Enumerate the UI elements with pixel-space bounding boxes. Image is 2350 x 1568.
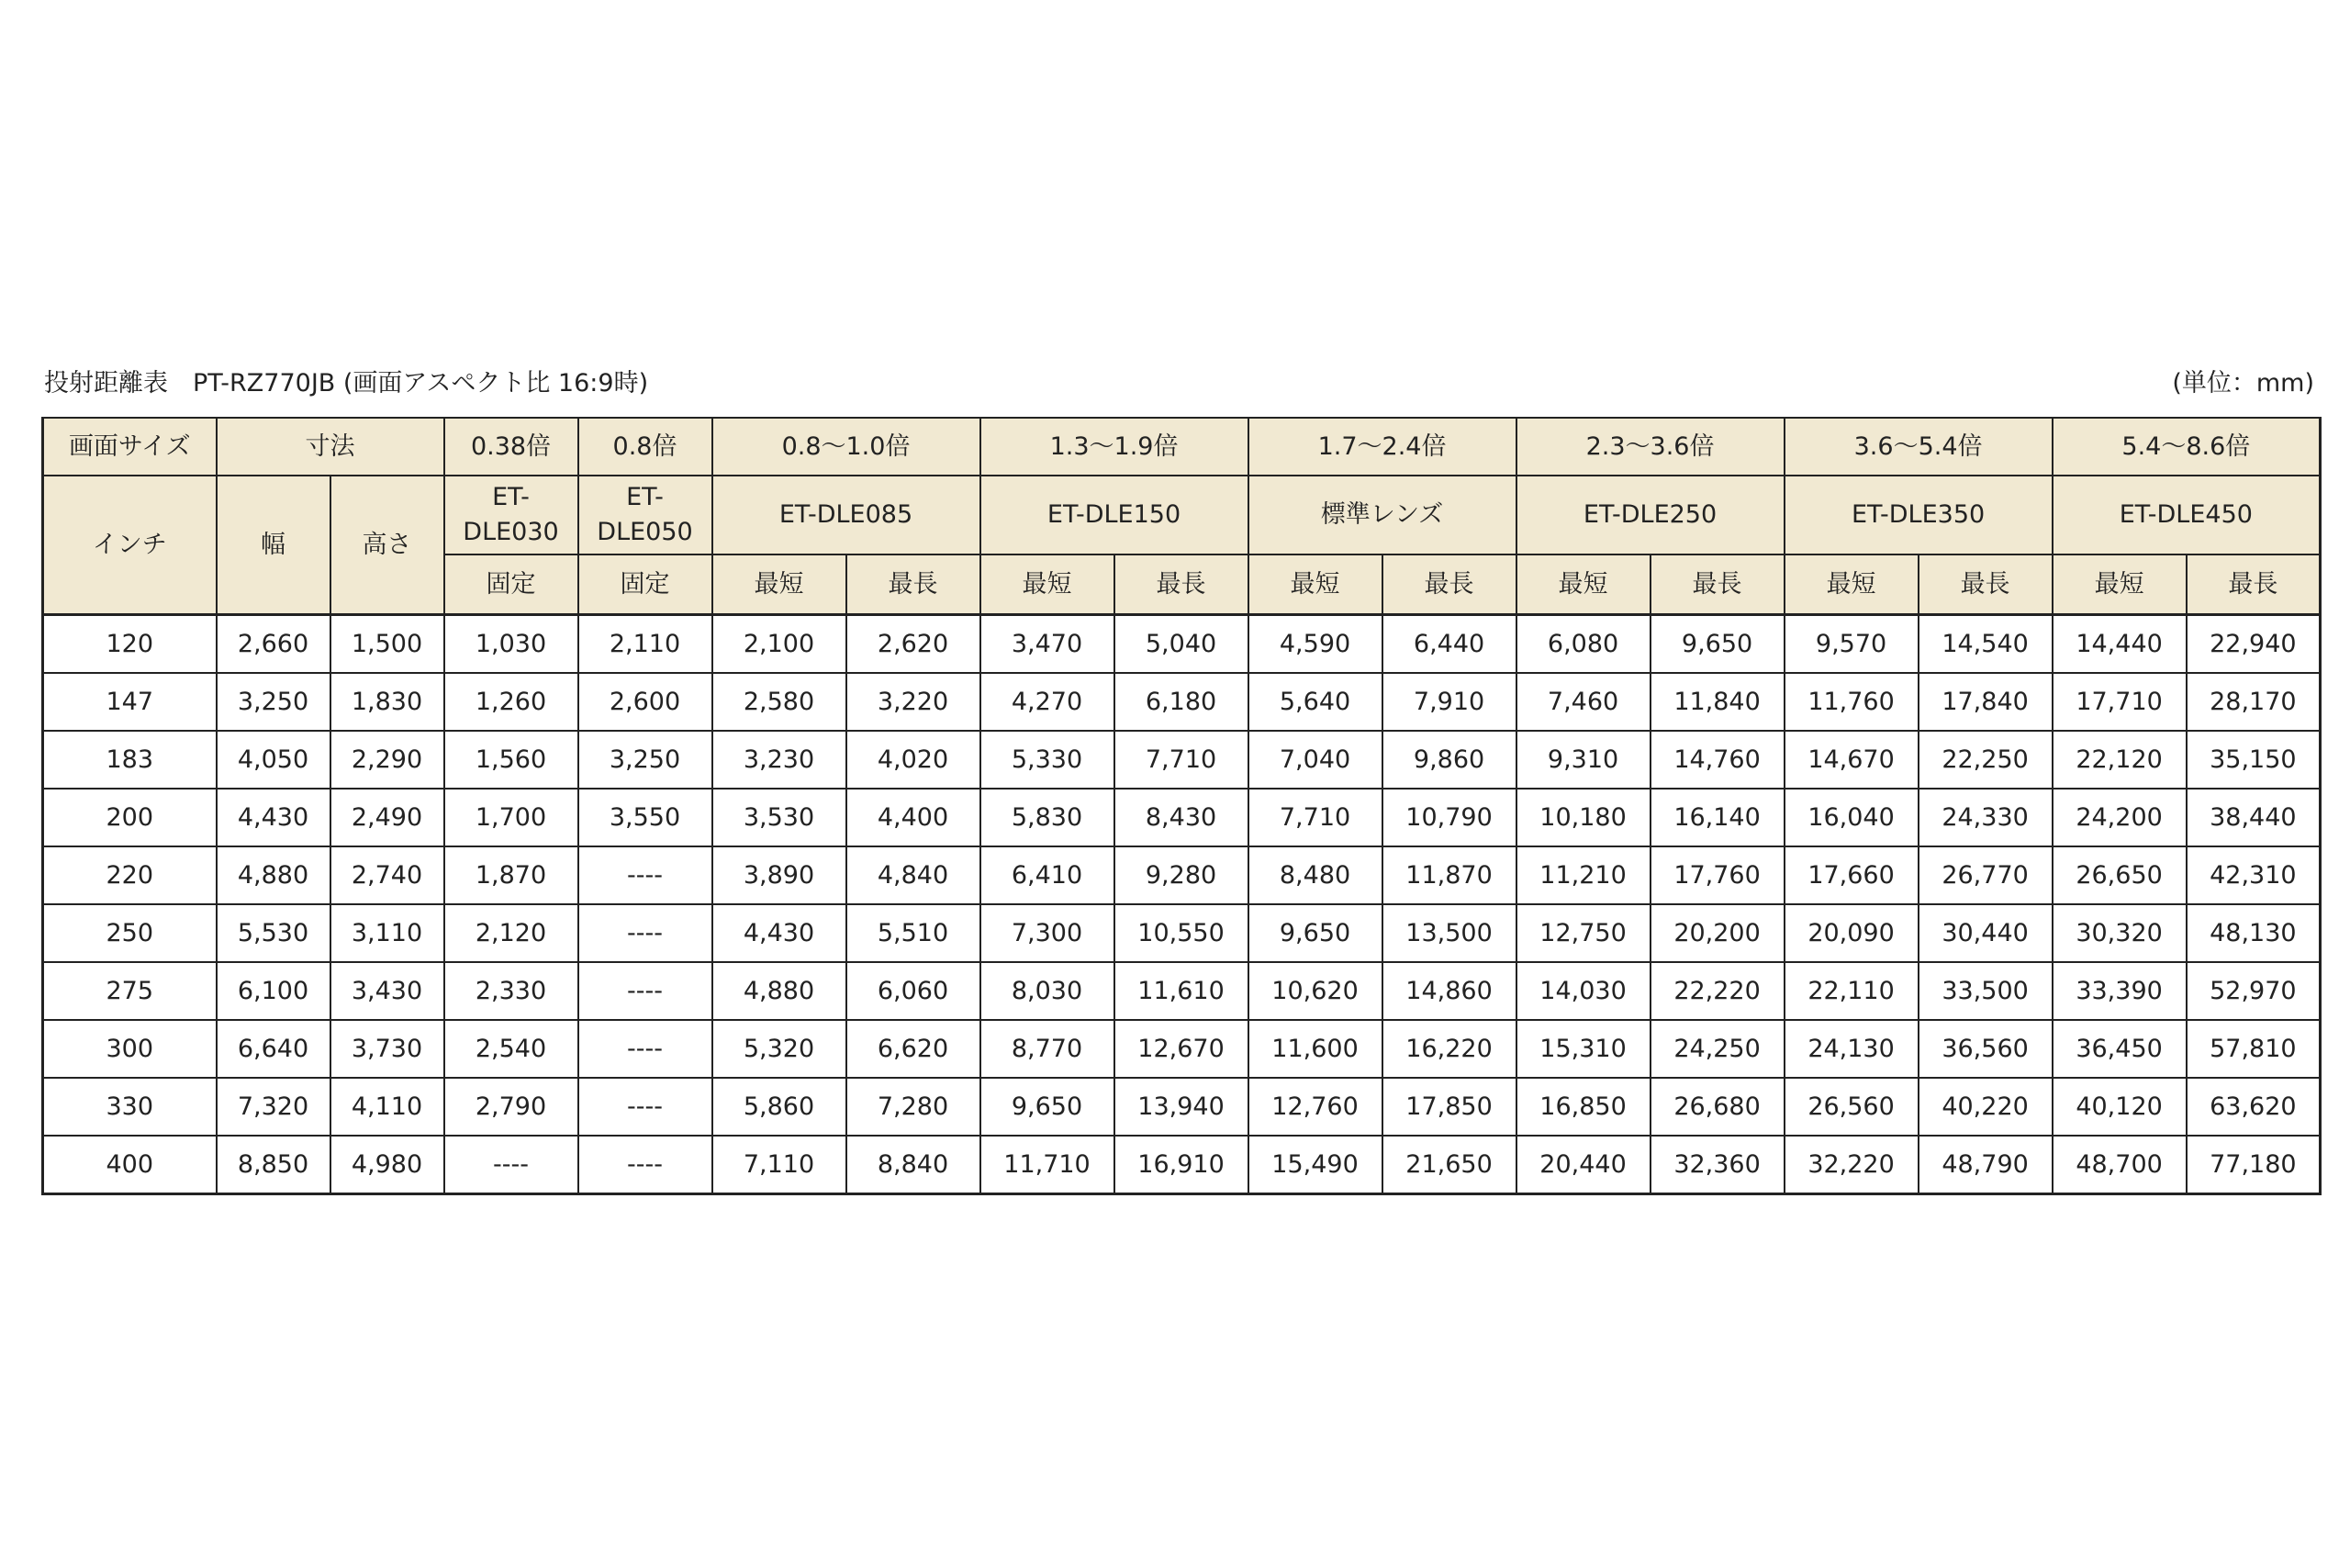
header-longest: 最長 <box>1651 554 1785 615</box>
cell-throw-distance: 26,650 <box>2053 846 2187 904</box>
table-header <box>43 418 2321 615</box>
cell-throw-distance: 16,140 <box>1651 789 1785 846</box>
cell-throw-distance: 3,230 <box>712 731 846 789</box>
header-height: 高さ <box>330 476 444 615</box>
cell-throw-distance: 6,440 <box>1382 615 1516 674</box>
cell-throw-distance: 3,470 <box>980 615 1114 674</box>
unit-label: (単位：mm) <box>2172 369 2314 398</box>
cell-throw-distance: 17,710 <box>2053 673 2187 731</box>
cell-throw-distance: 42,310 <box>2187 846 2321 904</box>
cell-throw-distance: 7,040 <box>1248 731 1382 789</box>
header-lens-model: ET-DLE150 <box>980 476 1248 554</box>
cell-throw-distance: 9,570 <box>1785 615 1919 674</box>
header-lens-model: ET-DLE450 <box>2053 476 2321 554</box>
cell-throw-distance: 5,330 <box>980 731 1114 789</box>
table-caption <box>44 364 2314 404</box>
cell-throw-distance: 1,030 <box>444 615 578 674</box>
header-row-lens <box>43 476 2321 554</box>
table-row <box>43 846 2321 904</box>
cell-throw-distance: 15,490 <box>1248 1136 1382 1194</box>
cell-throw-distance: 26,770 <box>1919 846 2053 904</box>
cell-throw-distance: 36,560 <box>1919 1020 2053 1078</box>
cell-height: 1,830 <box>330 673 444 731</box>
cell-throw-distance: 7,280 <box>846 1078 980 1136</box>
cell-width: 8,850 <box>217 1136 330 1194</box>
table-row <box>43 1020 2321 1078</box>
cell-width: 5,530 <box>217 904 330 962</box>
cell-width: 6,640 <box>217 1020 330 1078</box>
cell-throw-distance: 32,220 <box>1785 1136 1919 1194</box>
cell-throw-distance: 7,300 <box>980 904 1114 962</box>
cell-throw-distance: 26,680 <box>1651 1078 1785 1136</box>
cell-height: 2,740 <box>330 846 444 904</box>
cell-throw-distance: 5,640 <box>1248 673 1382 731</box>
cell-throw-distance: 22,120 <box>2053 731 2187 789</box>
header-row-zoom <box>43 418 2321 476</box>
cell-throw-distance: 16,040 <box>1785 789 1919 846</box>
cell-throw-distance: 3,550 <box>578 789 712 846</box>
header-zoom-ratio: 3.6～5.4倍 <box>1785 418 2053 476</box>
header-longest: 最長 <box>1114 554 1248 615</box>
cell-height: 3,110 <box>330 904 444 962</box>
cell-throw-distance: 13,500 <box>1382 904 1516 962</box>
cell-throw-distance: 16,850 <box>1516 1078 1651 1136</box>
cell-height: 4,110 <box>330 1078 444 1136</box>
cell-throw-distance: 14,760 <box>1651 731 1785 789</box>
cell-throw-distance: 5,320 <box>712 1020 846 1078</box>
cell-width: 6,100 <box>217 962 330 1020</box>
cell-screen-inch: 300 <box>43 1020 217 1078</box>
cell-throw-distance: 9,650 <box>1248 904 1382 962</box>
cell-throw-distance: 5,510 <box>846 904 980 962</box>
cell-throw-distance: 1,260 <box>444 673 578 731</box>
cell-throw-distance: 28,170 <box>2187 673 2321 731</box>
cell-height: 4,980 <box>330 1136 444 1194</box>
header-lens-model: ET-DLE250 <box>1516 476 1785 554</box>
cell-throw-distance: ---- <box>578 846 712 904</box>
cell-width: 4,430 <box>217 789 330 846</box>
header-fixed: 固定 <box>444 554 578 615</box>
table-row <box>43 731 2321 789</box>
cell-width: 3,250 <box>217 673 330 731</box>
cell-width: 2,660 <box>217 615 330 674</box>
header-lens-model: ET-DLE350 <box>1785 476 2053 554</box>
cell-throw-distance: 15,310 <box>1516 1020 1651 1078</box>
cell-throw-distance: 48,700 <box>2053 1136 2187 1194</box>
cell-throw-distance: 17,660 <box>1785 846 1919 904</box>
cell-throw-distance: 20,200 <box>1651 904 1785 962</box>
header-lens-model: ET- DLE050 <box>578 476 712 554</box>
cell-throw-distance: 24,330 <box>1919 789 2053 846</box>
header-longest: 最長 <box>1382 554 1516 615</box>
cell-throw-distance: 2,600 <box>578 673 712 731</box>
header-zoom-ratio: 0.8倍 <box>578 418 712 476</box>
cell-throw-distance: 11,840 <box>1651 673 1785 731</box>
cell-throw-distance: 10,550 <box>1114 904 1248 962</box>
cell-throw-distance: 7,460 <box>1516 673 1651 731</box>
cell-height: 2,490 <box>330 789 444 846</box>
header-shortest: 最短 <box>980 554 1114 615</box>
cell-width: 4,050 <box>217 731 330 789</box>
cell-throw-distance: 7,110 <box>712 1136 846 1194</box>
cell-throw-distance: ---- <box>444 1136 578 1194</box>
cell-throw-distance: 40,120 <box>2053 1078 2187 1136</box>
cell-throw-distance: 2,540 <box>444 1020 578 1078</box>
cell-throw-distance: 2,620 <box>846 615 980 674</box>
cell-screen-inch: 220 <box>43 846 217 904</box>
cell-throw-distance: ---- <box>578 904 712 962</box>
cell-throw-distance: 20,440 <box>1516 1136 1651 1194</box>
cell-throw-distance: 5,860 <box>712 1078 846 1136</box>
cell-throw-distance: 6,080 <box>1516 615 1651 674</box>
cell-throw-distance: 9,280 <box>1114 846 1248 904</box>
cell-throw-distance: 2,100 <box>712 615 846 674</box>
cell-throw-distance: 10,180 <box>1516 789 1651 846</box>
table-row <box>43 615 2321 674</box>
cell-throw-distance: 2,790 <box>444 1078 578 1136</box>
cell-throw-distance: 11,760 <box>1785 673 1919 731</box>
header-fixed: 固定 <box>578 554 712 615</box>
cell-throw-distance: 8,840 <box>846 1136 980 1194</box>
cell-throw-distance: 12,750 <box>1516 904 1651 962</box>
header-zoom-ratio: 5.4～8.6倍 <box>2053 418 2321 476</box>
table-row <box>43 1078 2321 1136</box>
cell-throw-distance: 4,880 <box>712 962 846 1020</box>
header-dimensions: 寸法 <box>217 418 444 476</box>
cell-throw-distance: 14,860 <box>1382 962 1516 1020</box>
header-lens-model: 標準レンズ <box>1248 476 1516 554</box>
cell-throw-distance: 38,440 <box>2187 789 2321 846</box>
header-shortest: 最短 <box>2053 554 2187 615</box>
table-row <box>43 673 2321 731</box>
table-row <box>43 962 2321 1020</box>
cell-throw-distance: 4,840 <box>846 846 980 904</box>
cell-throw-distance: 13,940 <box>1114 1078 1248 1136</box>
header-shortest: 最短 <box>1785 554 1919 615</box>
cell-throw-distance: 22,250 <box>1919 731 2053 789</box>
cell-throw-distance: ---- <box>578 962 712 1020</box>
cell-screen-inch: 147 <box>43 673 217 731</box>
cell-height: 2,290 <box>330 731 444 789</box>
cell-width: 4,880 <box>217 846 330 904</box>
header-zoom-ratio: 1.3～1.9倍 <box>980 418 1248 476</box>
cell-throw-distance: 11,870 <box>1382 846 1516 904</box>
header-shortest: 最短 <box>1516 554 1651 615</box>
cell-throw-distance: 35,150 <box>2187 731 2321 789</box>
cell-throw-distance: 3,530 <box>712 789 846 846</box>
cell-throw-distance: 2,110 <box>578 615 712 674</box>
cell-throw-distance: 24,250 <box>1651 1020 1785 1078</box>
cell-throw-distance: 6,180 <box>1114 673 1248 731</box>
cell-height: 1,500 <box>330 615 444 674</box>
cell-throw-distance: 14,440 <box>2053 615 2187 674</box>
cell-throw-distance: 48,130 <box>2187 904 2321 962</box>
cell-throw-distance: 2,120 <box>444 904 578 962</box>
cell-throw-distance: 1,560 <box>444 731 578 789</box>
cell-throw-distance: 4,430 <box>712 904 846 962</box>
cell-throw-distance: 14,540 <box>1919 615 2053 674</box>
table-body <box>43 615 2321 1194</box>
header-longest: 最長 <box>1919 554 2053 615</box>
cell-height: 3,430 <box>330 962 444 1020</box>
cell-throw-distance: 26,560 <box>1785 1078 1919 1136</box>
cell-throw-distance: 30,320 <box>2053 904 2187 962</box>
cell-throw-distance: 11,610 <box>1114 962 1248 1020</box>
cell-throw-distance: 8,430 <box>1114 789 1248 846</box>
cell-throw-distance: ---- <box>578 1136 712 1194</box>
cell-throw-distance: 17,760 <box>1651 846 1785 904</box>
header-longest: 最長 <box>2187 554 2321 615</box>
cell-screen-inch: 250 <box>43 904 217 962</box>
cell-screen-inch: 330 <box>43 1078 217 1136</box>
table-row <box>43 904 2321 962</box>
cell-throw-distance: 20,090 <box>1785 904 1919 962</box>
header-zoom-ratio: 2.3～3.6倍 <box>1516 418 1785 476</box>
header-inch: インチ <box>43 476 217 615</box>
table-row <box>43 789 2321 846</box>
cell-throw-distance: 5,830 <box>980 789 1114 846</box>
cell-throw-distance: 57,810 <box>2187 1020 2321 1078</box>
header-shortest: 最短 <box>1248 554 1382 615</box>
cell-throw-distance: 9,310 <box>1516 731 1651 789</box>
table-title: 投射距離表 PT-RZ770JB (画面アスペクト比 16:9時) <box>44 369 649 398</box>
cell-throw-distance: 22,940 <box>2187 615 2321 674</box>
cell-throw-distance: 4,590 <box>1248 615 1382 674</box>
cell-throw-distance: 36,450 <box>2053 1020 2187 1078</box>
cell-throw-distance: 1,700 <box>444 789 578 846</box>
cell-throw-distance: 14,670 <box>1785 731 1919 789</box>
cell-throw-distance: 6,060 <box>846 962 980 1020</box>
cell-throw-distance: 8,480 <box>1248 846 1382 904</box>
cell-throw-distance: 3,220 <box>846 673 980 731</box>
header-width: 幅 <box>217 476 330 615</box>
header-zoom-ratio: 0.8～1.0倍 <box>712 418 980 476</box>
cell-throw-distance: 11,710 <box>980 1136 1114 1194</box>
cell-throw-distance: 14,030 <box>1516 962 1651 1020</box>
cell-throw-distance: 30,440 <box>1919 904 2053 962</box>
cell-throw-distance: 17,840 <box>1919 673 2053 731</box>
cell-throw-distance: 8,030 <box>980 962 1114 1020</box>
cell-throw-distance: 7,710 <box>1248 789 1382 846</box>
cell-height: 3,730 <box>330 1020 444 1078</box>
cell-throw-distance: 63,620 <box>2187 1078 2321 1136</box>
header-screen-size: 画面サイズ <box>43 418 217 476</box>
cell-throw-distance: 11,600 <box>1248 1020 1382 1078</box>
cell-throw-distance: 32,360 <box>1651 1136 1785 1194</box>
cell-throw-distance: 7,910 <box>1382 673 1516 731</box>
throw-distance-table <box>41 417 2322 1195</box>
cell-throw-distance: ---- <box>578 1078 712 1136</box>
cell-throw-distance: 5,040 <box>1114 615 1248 674</box>
cell-throw-distance: 33,500 <box>1919 962 2053 1020</box>
cell-throw-distance: 40,220 <box>1919 1078 2053 1136</box>
cell-throw-distance: 2,580 <box>712 673 846 731</box>
cell-throw-distance: 6,410 <box>980 846 1114 904</box>
cell-throw-distance: 9,860 <box>1382 731 1516 789</box>
cell-throw-distance: 16,910 <box>1114 1136 1248 1194</box>
cell-throw-distance: 7,710 <box>1114 731 1248 789</box>
cell-screen-inch: 120 <box>43 615 217 674</box>
cell-screen-inch: 183 <box>43 731 217 789</box>
cell-throw-distance: 9,650 <box>1651 615 1785 674</box>
cell-throw-distance: ---- <box>578 1020 712 1078</box>
cell-throw-distance: 10,790 <box>1382 789 1516 846</box>
cell-throw-distance: 77,180 <box>2187 1136 2321 1194</box>
table-row <box>43 1136 2321 1194</box>
cell-throw-distance: 17,850 <box>1382 1078 1516 1136</box>
cell-throw-distance: 11,210 <box>1516 846 1651 904</box>
cell-throw-distance: 21,650 <box>1382 1136 1516 1194</box>
cell-throw-distance: 24,200 <box>2053 789 2187 846</box>
cell-throw-distance: 33,390 <box>2053 962 2187 1020</box>
header-lens-model: ET- DLE030 <box>444 476 578 554</box>
cell-throw-distance: 12,760 <box>1248 1078 1382 1136</box>
cell-width: 7,320 <box>217 1078 330 1136</box>
cell-throw-distance: 10,620 <box>1248 962 1382 1020</box>
cell-screen-inch: 400 <box>43 1136 217 1194</box>
cell-throw-distance: 52,970 <box>2187 962 2321 1020</box>
cell-throw-distance: 6,620 <box>846 1020 980 1078</box>
cell-throw-distance: 22,220 <box>1651 962 1785 1020</box>
cell-throw-distance: 12,670 <box>1114 1020 1248 1078</box>
header-longest: 最長 <box>846 554 980 615</box>
cell-throw-distance: 1,870 <box>444 846 578 904</box>
cell-throw-distance: 9,650 <box>980 1078 1114 1136</box>
cell-throw-distance: 4,020 <box>846 731 980 789</box>
cell-throw-distance: 22,110 <box>1785 962 1919 1020</box>
cell-throw-distance: 8,770 <box>980 1020 1114 1078</box>
cell-throw-distance: 4,400 <box>846 789 980 846</box>
cell-throw-distance: 24,130 <box>1785 1020 1919 1078</box>
cell-throw-distance: 4,270 <box>980 673 1114 731</box>
cell-throw-distance: 2,330 <box>444 962 578 1020</box>
header-zoom-ratio: 0.38倍 <box>444 418 578 476</box>
cell-throw-distance: 3,250 <box>578 731 712 789</box>
header-lens-model: ET-DLE085 <box>712 476 980 554</box>
cell-screen-inch: 200 <box>43 789 217 846</box>
cell-throw-distance: 16,220 <box>1382 1020 1516 1078</box>
header-shortest: 最短 <box>712 554 846 615</box>
header-zoom-ratio: 1.7～2.4倍 <box>1248 418 1516 476</box>
cell-screen-inch: 275 <box>43 962 217 1020</box>
cell-throw-distance: 3,890 <box>712 846 846 904</box>
cell-throw-distance: 48,790 <box>1919 1136 2053 1194</box>
